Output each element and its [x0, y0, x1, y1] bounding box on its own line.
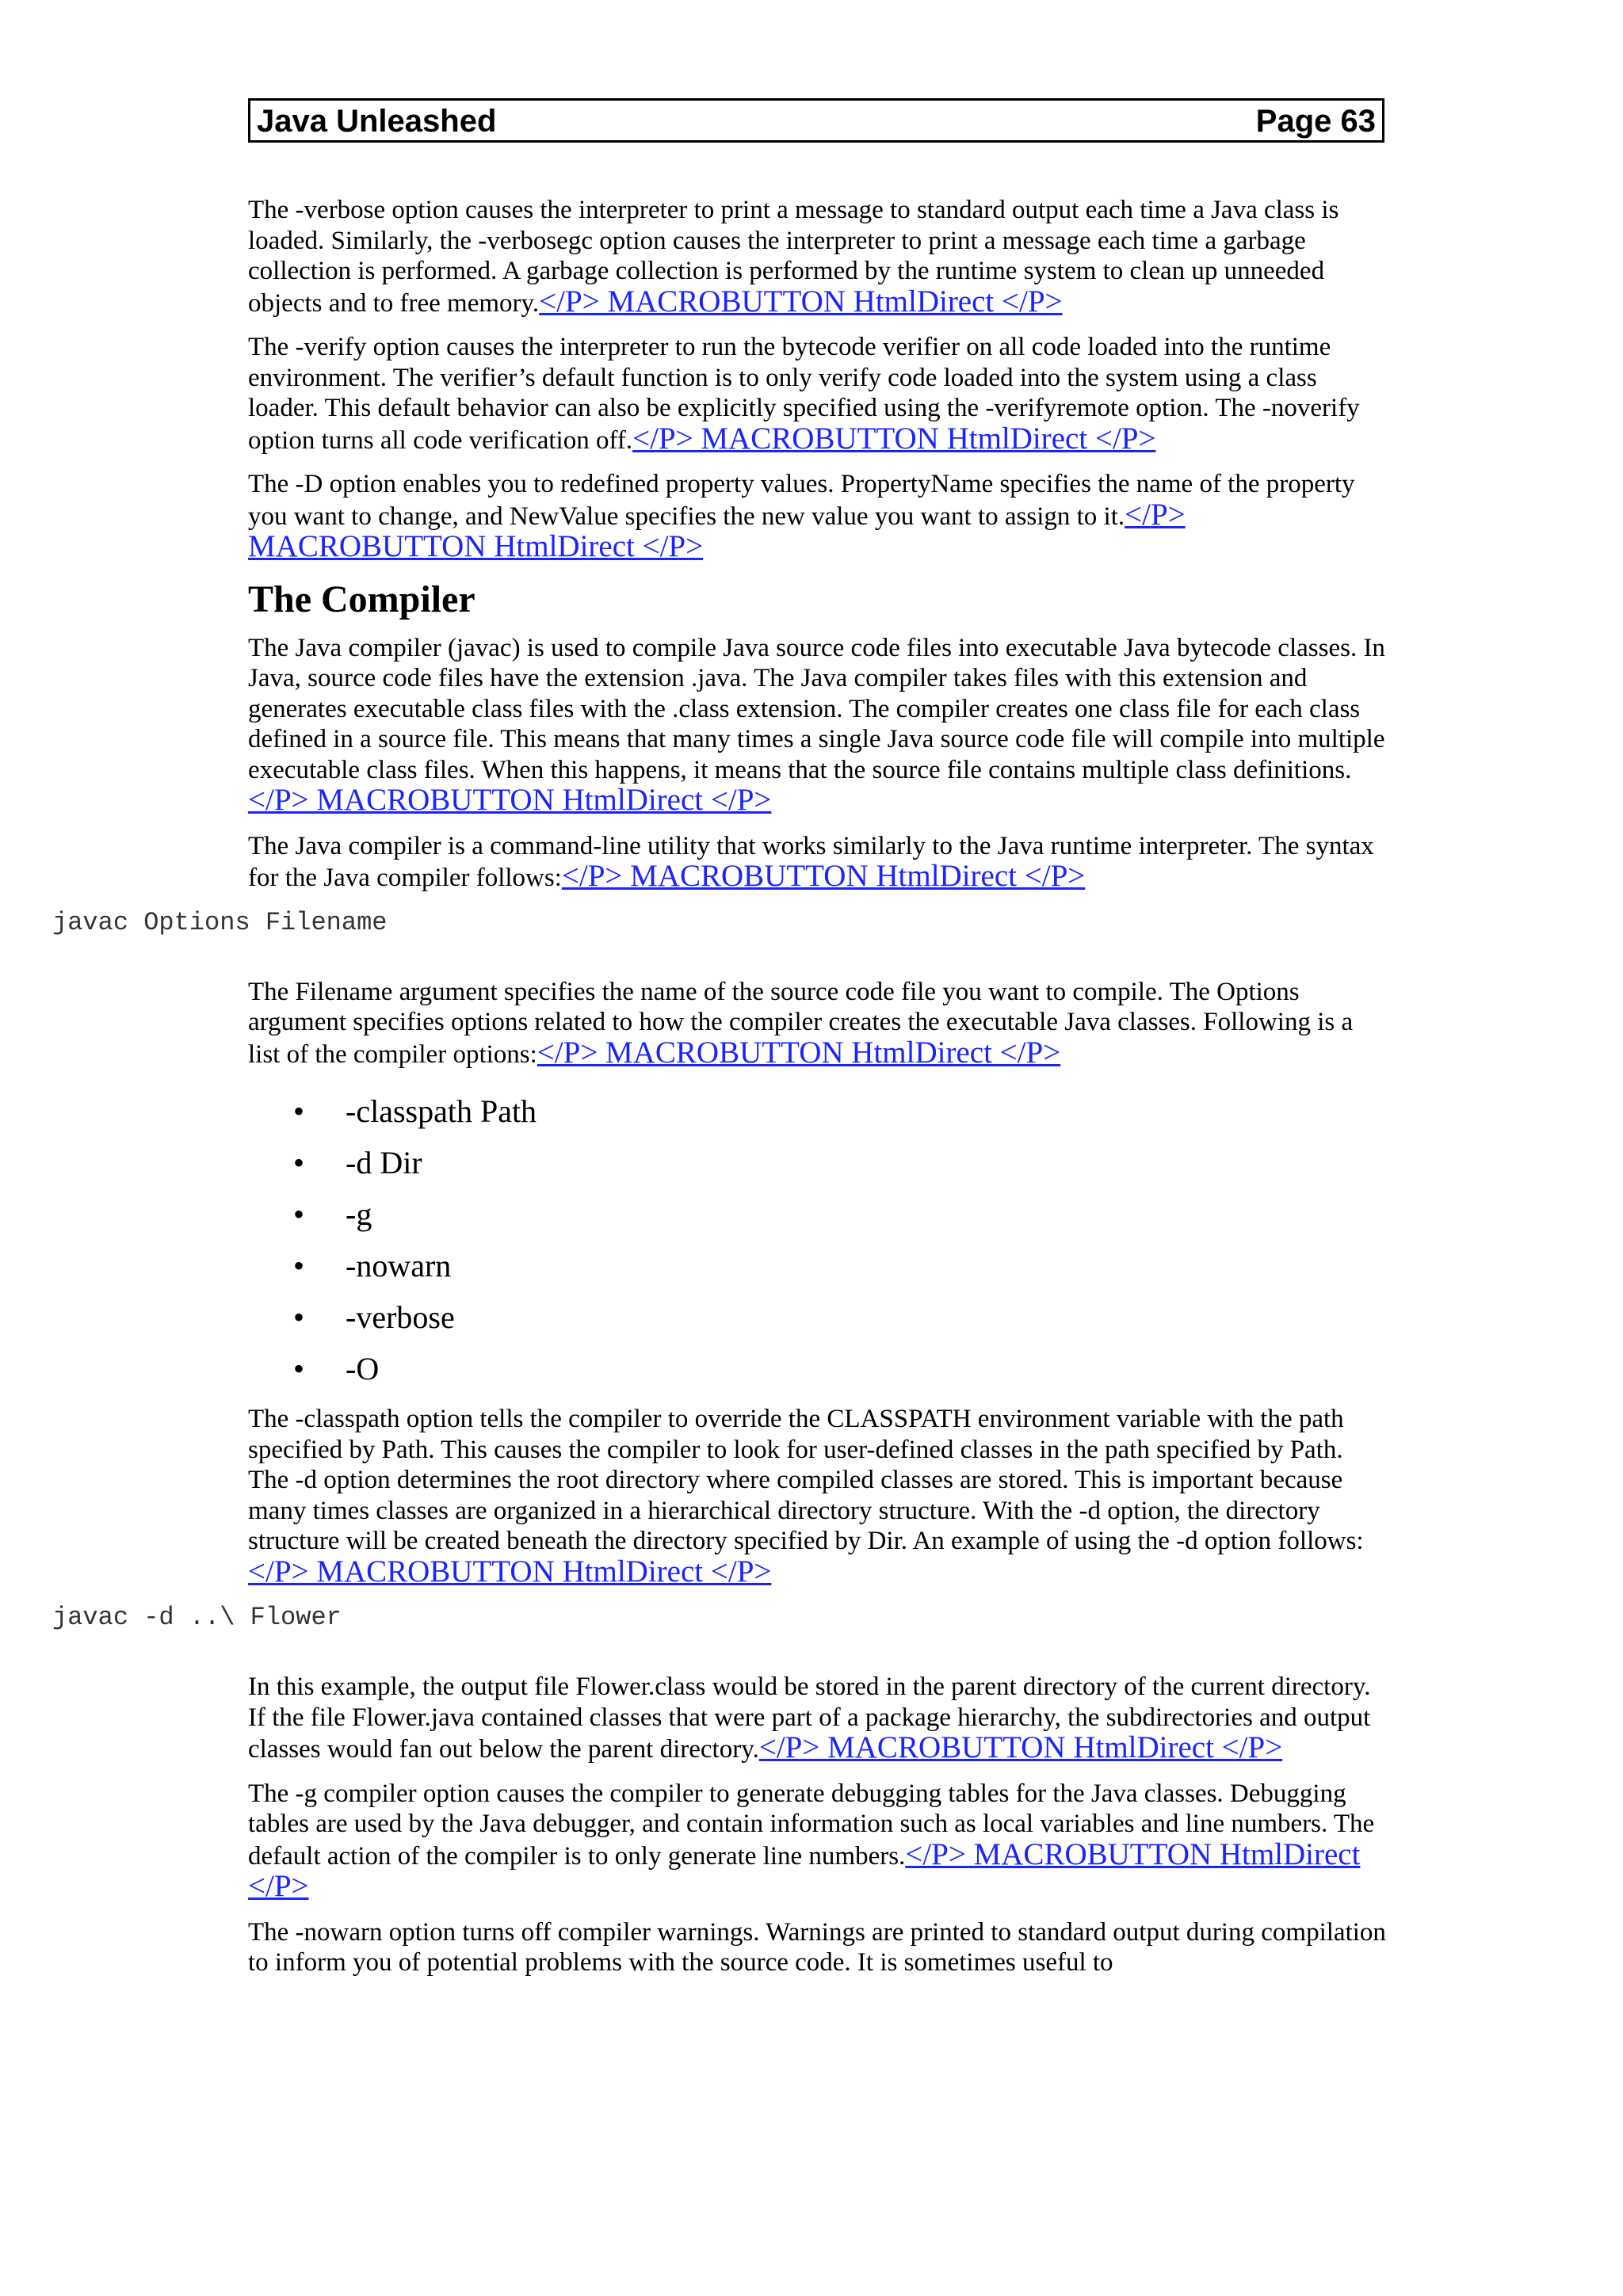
section-heading-compiler: The Compiler	[248, 578, 475, 620]
macrobutton-link[interactable]: </P> MACROBUTTON HtmlDirect </P>	[248, 783, 772, 817]
option-label: -classpath Path	[346, 1093, 537, 1129]
paragraph-classpath-option	[248, 1404, 1389, 1589]
bullet-icon: •	[293, 1093, 305, 1129]
paragraph-text: The -D option enables you to redefined property values. PropertyName specifies the name of the property you want to change, and NewValue specifies the new value you want to assign to it.	[248, 470, 1355, 531]
macrobutton-link[interactable]: </P> MACROBUTTON HtmlDirect </P>	[248, 1554, 772, 1589]
list-item	[293, 1085, 1623, 1137]
bullet-icon: •	[293, 1248, 305, 1283]
paragraph-text: The -g compiler option causes the compiler to generate debugging tables for the Java classes. Debugging tables are used by the Java debugger, and contain information such as local variables and line numbers. The default action of the compiler is to only generate line numbers.	[248, 1779, 1375, 1871]
option-label: -verbose	[346, 1299, 455, 1335]
macrobutton-link[interactable]: </P> MACROBUTTON HtmlDirect </P>	[758, 1730, 1283, 1764]
macrobutton-link[interactable]: </P> MACROBUTTON HtmlDirect </P>	[248, 1836, 1361, 1903]
list-item	[293, 1188, 1623, 1240]
page-number: Page 63	[1255, 104, 1376, 139]
paragraph-verbose	[248, 195, 1389, 318]
paragraph-nowarn-option	[248, 1917, 1389, 1978]
bullet-icon: •	[293, 1196, 305, 1232]
paragraph-compiler-intro	[248, 633, 1389, 818]
macrobutton-link[interactable]: </P> MACROBUTTON HtmlDirect </P>	[561, 859, 1086, 893]
page-body	[0, 195, 1623, 1992]
bullet-icon: •	[293, 1351, 305, 1386]
bullet-icon: •	[293, 1299, 305, 1335]
list-item	[293, 1240, 1623, 1291]
paragraph-g-option	[248, 1779, 1389, 1904]
code-javac-d-example: javac -d ..\ Flower	[52, 1603, 342, 1632]
macrobutton-link[interactable]: </P> MACROBUTTON HtmlDirect </P>	[248, 497, 1186, 563]
code-javac-syntax: javac Options Filename	[52, 907, 388, 937]
paragraph-filename-arg	[248, 977, 1389, 1070]
option-label: -nowarn	[346, 1248, 452, 1283]
paragraph-verify	[248, 332, 1389, 456]
paragraph-text: The Java compiler (javac) is used to compile Java source code files into executable Java bytecode classes. In Java, source code files have the extension .java. The Java compiler takes files with this extension and generates executable class files with the .class extension. The compiler creates one class file for each class defined in a source file. This means that many times a single Java source code file will compile into multiple executable class files. When this happens, it means that the source file contains multiple class definitions.	[248, 633, 1385, 784]
paragraph-text: The Filename argument specifies the name of the source code file you want to compile. The Options argument specifies options related to how the compiler creates the executable Java classes. Following is a list of the compiler options:	[248, 977, 1354, 1069]
list-item	[293, 1343, 1623, 1394]
option-label: -d Dir	[346, 1145, 422, 1180]
option-label: -O	[346, 1351, 380, 1386]
paragraph-text: The -nowarn option turns off compiler warnings. Warnings are printed to standard output during compilation to inform you of potential problems with the source code. It is sometimes useful to	[248, 1917, 1386, 1977]
macrobutton-link[interactable]: </P> MACROBUTTON HtmlDirect </P>	[632, 421, 1156, 456]
paragraph-flower-example	[248, 1672, 1389, 1765]
paragraph-compiler-syntax	[248, 831, 1389, 894]
list-item	[293, 1137, 1623, 1188]
paragraph-define-property	[248, 469, 1389, 564]
bullet-icon: •	[293, 1145, 305, 1180]
paragraph-text: In this example, the output file Flower.class would be stored in the parent directory of the current directory. If the file Flower.java contained classes that were part of a package hierarchy, the subdirectories and output classes would fan out below the parent directory.	[248, 1672, 1371, 1764]
macrobutton-link[interactable]: </P> MACROBUTTON HtmlDirect </P>	[539, 284, 1063, 318]
macrobutton-link[interactable]: </P> MACROBUTTON HtmlDirect </P>	[537, 1035, 1061, 1070]
paragraph-text: The -verify option causes the interpreter to run the bytecode verifier on all code loaded into the runtime environment. The verifier’s default function is to only verify code loaded into the system using a class loader. This default behavior can also be explicitly specified using the -verifyremote option. The -noverify option turns all code verification off.	[248, 333, 1360, 455]
paragraph-text: The -classpath option tells the compiler to override the CLASSPATH environment variable with the path specified by Path. This causes the compiler to look for user-defined classes in the path specified by Path. The -d option determines the root directory where compiled classes are stored. This is important because many times classes are organized in a hierarchical directory structure. With the -d option, the directory structure will be created beneath the directory specified by Dir. An example of using the -d option follows:	[248, 1405, 1364, 1555]
list-item	[293, 1291, 1623, 1343]
paragraph-text: The -verbose option causes the interpreter to print a message to standard output each time a Java class is loaded. Similarly, the -verbosegc option causes the interpreter to print a message each time a garbage collection is performed. A garbage collection is performed by the runtime system to clean up unneeded objects and to free memory.	[248, 196, 1339, 318]
option-label: -g	[346, 1196, 372, 1232]
page-header	[248, 98, 1384, 143]
paragraph-text: The Java compiler is a command-line utility that works similarly to the Java runtime interpreter. The syntax for the Java compiler follows:	[248, 831, 1374, 892]
compiler-options-list	[293, 1085, 1623, 1394]
book-title: Java Unleashed	[257, 104, 497, 139]
